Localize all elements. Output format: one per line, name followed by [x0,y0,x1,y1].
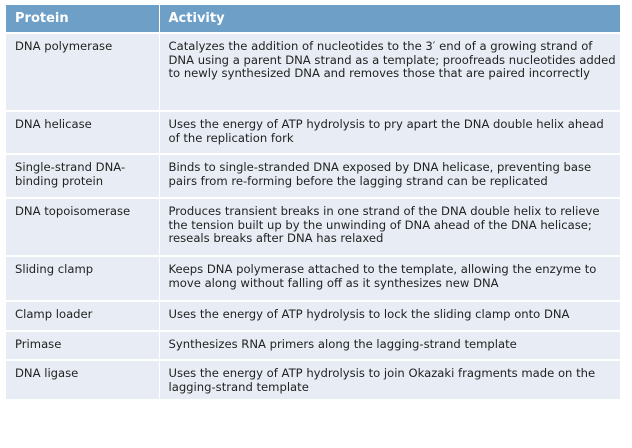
protein-cell: DNA polymerase [6,33,159,111]
protein-cell: Single-strand DNA-binding protein [6,154,159,198]
protein-cell: DNA topoisomerase [6,198,159,256]
protein-activity-table [6,5,620,399]
header-activity: Activity [159,5,620,33]
protein-cell: Clamp loader [6,301,159,331]
activity-cell: Binds to single-stranded DNA exposed by DNA helicase, preventing base pairs from re-forming before the lagging strand can be replicated [159,154,620,198]
table-header-row [6,5,620,33]
activity-cell: Catalyzes the addition of nucleotides to the 3′ end of a growing strand of DNA using a parent DNA strand as a template; proofreads nucleotides added to newly synthesized DNA and removes those that are paired incorrectly [159,33,620,111]
table-row [6,331,620,360]
table-row [6,360,620,399]
table-row [6,256,620,301]
activity-cell: Uses the energy of ATP hydrolysis to join Okazaki fragments made on the lagging-strand template [159,360,620,399]
activity-cell: Produces transient breaks in one strand of the DNA double helix to relieve the tension built up by the unwinding of DNA ahead of the DNA helicase; reseals breaks after DNA has relaxed [159,198,620,256]
table-row [6,33,620,111]
protein-table-container [6,5,620,399]
activity-cell: Uses the energy of ATP hydrolysis to pry apart the DNA double helix ahead of the replication fork [159,111,620,154]
activity-cell: Uses the energy of ATP hydrolysis to lock the sliding clamp onto DNA [159,301,620,331]
protein-cell: Primase [6,331,159,360]
activity-cell: Synthesizes RNA primers along the lagging-strand template [159,331,620,360]
protein-cell: DNA helicase [6,111,159,154]
table-row [6,111,620,154]
protein-cell: Sliding clamp [6,256,159,301]
table-row [6,198,620,256]
header-protein: Protein [6,5,159,33]
table-row [6,301,620,331]
activity-cell: Keeps DNA polymerase attached to the template, allowing the enzyme to move along without falling off as it synthesizes new DNA [159,256,620,301]
protein-cell: DNA ligase [6,360,159,399]
table-row [6,154,620,198]
